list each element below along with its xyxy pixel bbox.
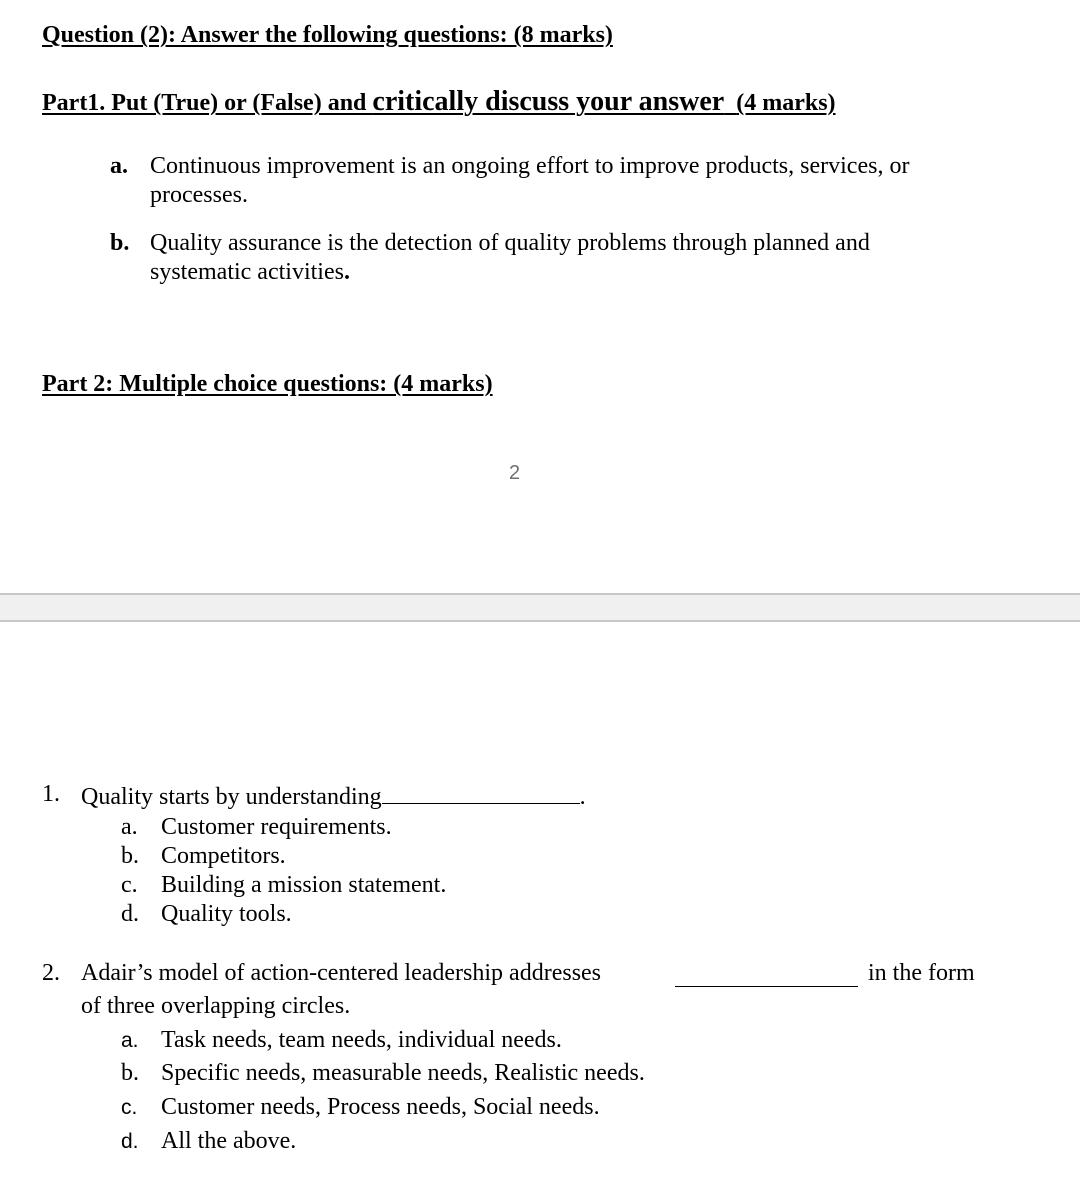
mcq-1-option-a: Customer requirements. xyxy=(161,814,392,840)
mcq-1-answer-blank[interactable] xyxy=(382,781,580,804)
mcq-2-option-d-letter: d. xyxy=(121,1130,139,1153)
mcq-2-option-a: Task needs, team needs, individual needs. xyxy=(161,1027,562,1053)
tf-item-a-line2: processes. xyxy=(150,182,248,208)
mcq-2-option-a-letter: a. xyxy=(121,1029,139,1052)
tf-item-b-line1: Quality assurance is the detection of quality problems through planned and xyxy=(150,230,870,256)
tf-item-b-line2 xyxy=(150,258,350,287)
mcq-2-option-d: All the above. xyxy=(161,1128,297,1154)
mcq-1-option-a-letter: a. xyxy=(121,814,138,840)
tf-item-b-letter: b. xyxy=(110,230,130,256)
part1-emphasis: critically discuss your answer xyxy=(372,86,725,117)
mcq-2-stem-line2: of three overlapping circles. xyxy=(81,993,351,1019)
mcq-1-option-c-letter: c. xyxy=(121,872,138,898)
part1-prefix: Part1. Put (True) or (False) and xyxy=(42,90,373,116)
part2-heading: Part 2: Multiple choice questions: (4 marks) xyxy=(42,371,493,397)
page-number: 2 xyxy=(509,462,521,484)
mcq-1-option-c: Building a mission statement. xyxy=(161,872,447,898)
mcq-2-option-c: Customer needs, Process needs, Social needs. xyxy=(161,1094,600,1120)
mcq-1-option-d: Quality tools. xyxy=(161,901,292,927)
mcq-1-option-b: Competitors. xyxy=(161,843,286,869)
mcq-2-answer-blank[interactable] xyxy=(675,966,858,987)
tf-item-b-line2-period: . xyxy=(343,259,350,285)
part1-marks: (4 marks) xyxy=(736,90,836,116)
mcq-2-option-b-letter: b. xyxy=(121,1060,139,1086)
mcq-1-option-d-letter: d. xyxy=(121,901,139,927)
mcq-2-option-b: Specific needs, measurable needs, Realistic needs. xyxy=(161,1060,645,1086)
mcq-1-option-b-letter: b. xyxy=(121,843,139,869)
tf-item-b-line2-text: systematic activities xyxy=(150,259,344,285)
tf-item-a-letter: a. xyxy=(110,153,128,179)
mcq-1-stem-end: . xyxy=(579,784,586,810)
mcq-2-number: 2. xyxy=(42,960,60,986)
mcq-1-stem-text: Quality starts by understanding xyxy=(81,784,382,810)
mcq-2-stem: Adair’s model of action-centered leadership addresses xyxy=(81,960,602,986)
mcq-2-stem-tail: in the form xyxy=(868,960,975,986)
tf-item-a-line1: Continuous improvement is an ongoing effort to improve products, services, or xyxy=(150,153,910,179)
part1-heading xyxy=(42,86,836,118)
mcq-1-stem xyxy=(81,781,586,811)
page-break xyxy=(0,593,1080,622)
mcq-2-option-c-letter: c. xyxy=(121,1096,138,1119)
mcq-1-number: 1. xyxy=(42,781,60,807)
question-heading: Question (2): Answer the following questions: (8 marks) xyxy=(42,22,613,48)
